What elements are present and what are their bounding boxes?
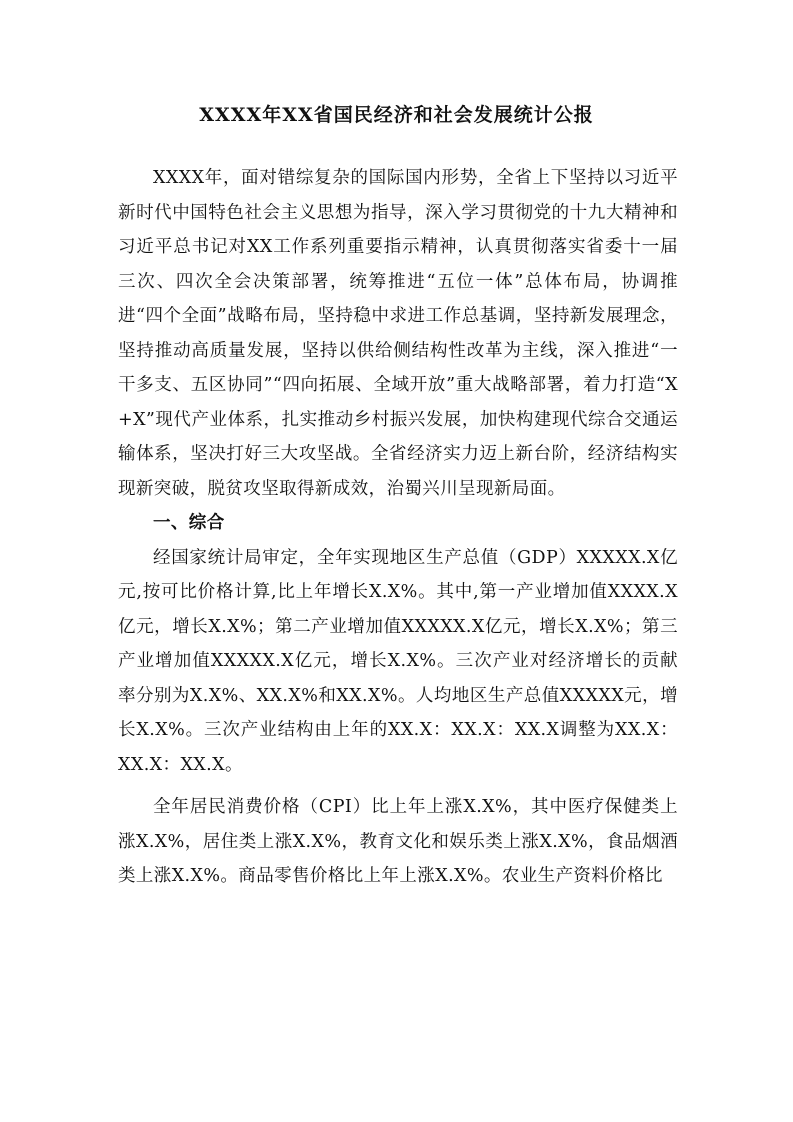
section-heading-overview: 一、综合 [153,513,225,533]
gdp-paragraph: 经国家统计局审定，全年实现地区生产总值（GDP）XXXXX.X亿元,按可比价格计算,比上年增长X.X%。其中,第一产业增加值XXXX.X亿元，增长X.X%；第二产业增加值XXXXX.X亿元，增长X.X%；第三产业增加值XXXXX.X亿元，增长X.X%。三次产业对经济增长的贡献率分别为X.X%、XX.X%和XX.X%。人均地区生产总值XXXXX元，增长X.X%。三次产业结构由上年的XX.X：XX.X：XX.X调整为XX.X：XX.X：XX.X。 [118,547,678,775]
document-title: XXXX年XX省国民经济和社会发展统计公报 [199,104,594,126]
intro-paragraph: XXXX年，面对错综复杂的国际国内形势，全省上下坚持以习近平新时代中国特色社会主义思想为指导，深入学习贯彻党的十九大精神和习近平总书记对XX工作系列重要指示精神，认真贯彻落实省委十一届三次、四次全会决策部署，统筹推进“五位一体”总体布局，协调推进“四个全面”战略布局，坚持稳中求进工作总基调，坚持新发展理念，坚持推动高质量发展，坚持以供给侧结构性改革为主线，深入推进“一干多支、五区协同”“四向拓展、全域开放”重大战略部署，着力打造“X+X”现代产业体系，扎实推动乡村振兴发展，加快构建现代综合交通运输体系，坚决打好三大攻坚战。全省经济实力迈上新台阶，经济结构实现新突破，脱贫攻坚取得新成效，治蜀兴川呈现新局面。 [118,168,678,499]
document-body [118,161,678,894]
cpi-paragraph: 全年居民消费价格（CPI）比上年上涨X.X%，其中医疗保健类上涨X.X%，居住类上涨X.X%，教育文化和娱乐类上涨X.X%，食品烟酒类上涨X.X%。商品零售价格比上年上涨X.X%。农业生产资料价格比 [118,797,678,886]
paragraph-spacer [118,782,678,790]
